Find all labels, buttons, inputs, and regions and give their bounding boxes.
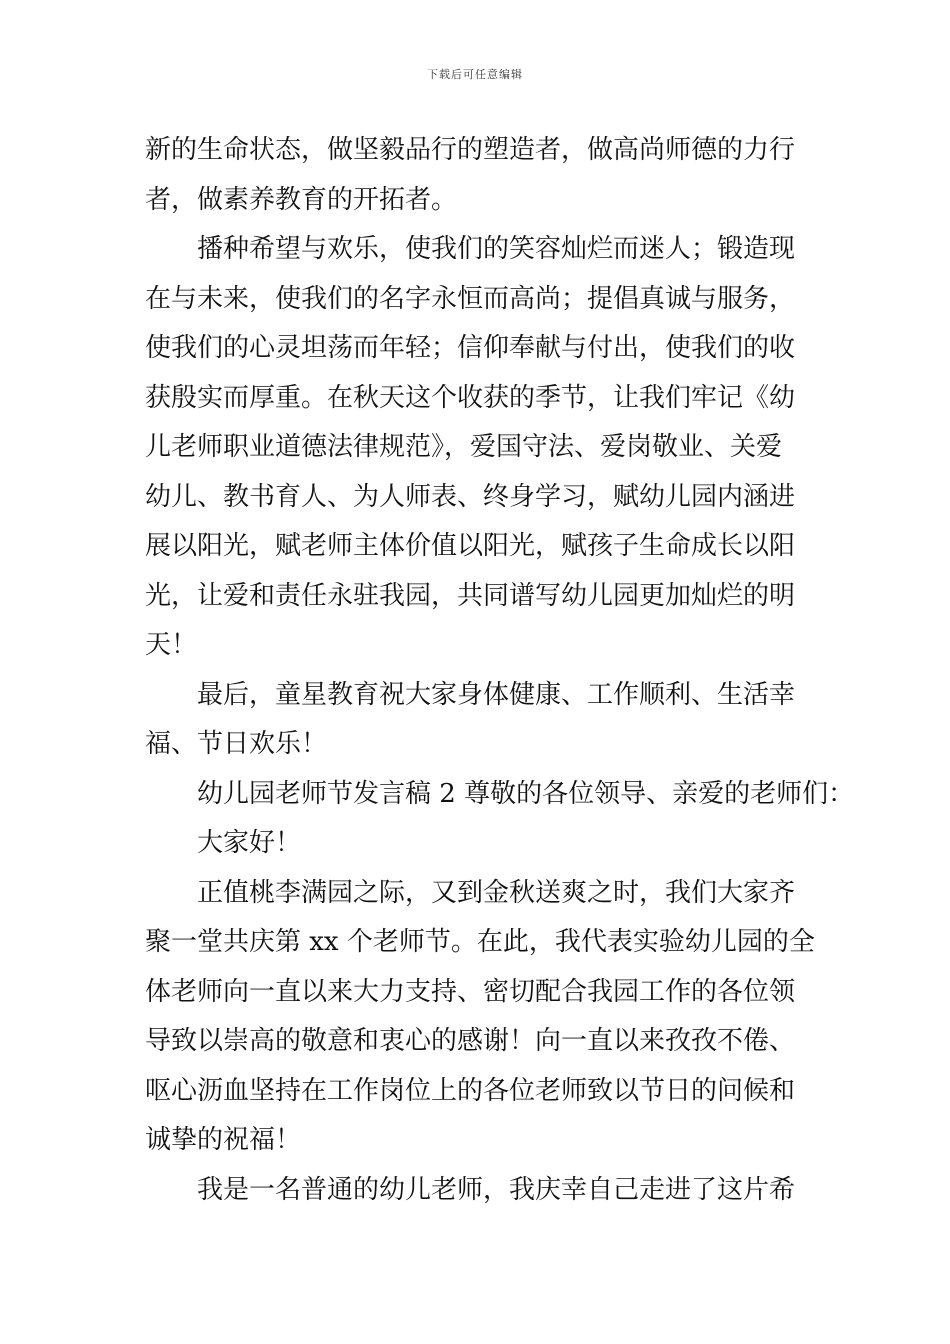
document-body: [145, 126, 855, 1215]
text-line: 展以阳光，赋老师主体价值以阳光，赋孩子生命成长以阳: [145, 531, 796, 561]
text-line: 诚挚的祝福！: [145, 1125, 302, 1155]
text-line: 新的生命状态，做坚毅品行的塑造者，做高尚师德的力行: [145, 135, 796, 165]
text-line: 大家好！: [197, 828, 302, 858]
text-line: 福、节日欢乐！: [145, 729, 328, 759]
text-line: 我是一名普通的幼儿老师，我庆幸自己走进了这片希: [197, 1174, 796, 1205]
text-line: 光，让爱和责任永驻我园，共同谱写幼儿园更加灿烂的明: [145, 580, 796, 611]
text-line: 正值桃李满园之际，又到金秋送爽之时，我们大家齐: [197, 877, 796, 908]
text-line: 幼儿园老师节发言稿 2 尊敬的各位领导、亲爱的老师们：: [197, 778, 855, 809]
text-line: 导致以崇高的敬意和衷心的感谢！向一直以来孜孜不倦、: [145, 1026, 796, 1056]
text-line: 使我们的心灵坦荡而年轻；信仰奉献与付出，使我们的收: [145, 333, 796, 363]
text-line: 者，做素养教育的开拓者。: [145, 184, 458, 215]
text-line: 天！: [145, 630, 198, 660]
text-line: 在与未来，使我们的名字永恒而高尚；提倡真诚与服务，: [145, 283, 796, 314]
text-line: 幼儿、教书育人、为人师表、终身学习，赋幼儿园内涵进: [145, 481, 796, 512]
text-line: 最后，童星教育祝大家身体健康、工作顺利、生活幸: [197, 679, 796, 710]
header-note: 下载后可任意编辑: [427, 68, 523, 81]
text-line: 体老师向一直以来大力支持、密切配合我园工作的各位领: [145, 976, 796, 1007]
text-line: 呕心沥血坚持在工作岗位上的各位老师致以节日的问候和: [145, 1075, 796, 1106]
text-line: 获殷实而厚重。在秋天这个收获的季节，让我们牢记《幼: [145, 382, 796, 413]
text-line: 聚一堂共庆第 xx 个老师节。在此，我代表实验幼儿园的全: [145, 927, 815, 957]
text-line: 播种希望与欢乐，使我们的笑容灿烂而迷人；锻造现: [197, 234, 796, 264]
text-line: 儿老师职业道德法律规范》，爱国守法、爱岗敬业、关爱: [145, 432, 783, 462]
